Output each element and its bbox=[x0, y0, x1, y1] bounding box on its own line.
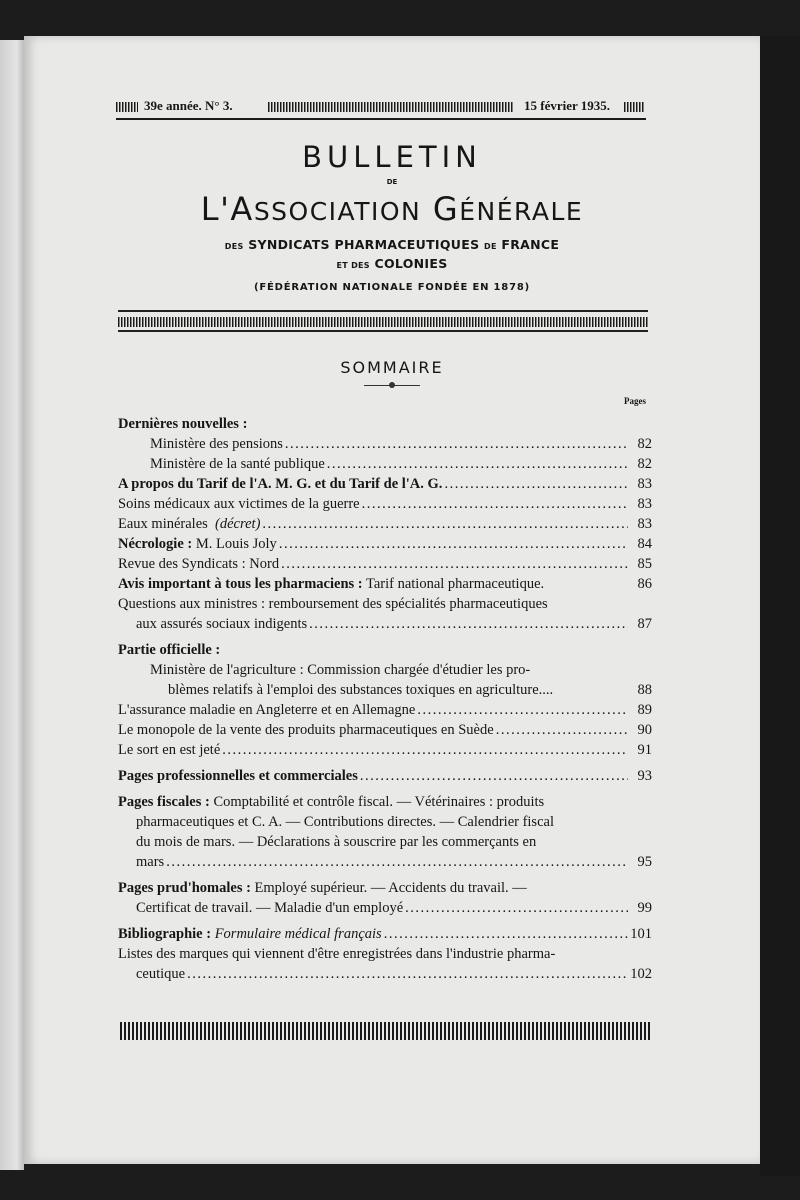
toc-entry-heading: Pages fiscales : bbox=[118, 794, 210, 810]
toc-entry-title: Tarif national pharmaceutique. bbox=[366, 576, 545, 592]
toc-entry-title: Le sort en est jeté bbox=[118, 742, 221, 758]
toc-entry-page: 90 bbox=[637, 722, 652, 738]
toc-entry-title: Le monopole de la vente des produits pharmaceutiques en Suède bbox=[118, 722, 494, 738]
toc-section bbox=[118, 414, 652, 474]
subtitle-main: SYNDICATS PHARMACEUTIQUES bbox=[248, 237, 480, 252]
bottom-bar-ornament bbox=[120, 1022, 652, 1040]
toc-entry bbox=[118, 454, 652, 474]
toc-entry bbox=[118, 944, 652, 984]
toc-entry-page: 86 bbox=[637, 576, 652, 592]
title-word: ÉNÉRALE bbox=[459, 197, 584, 226]
scan-background bbox=[760, 36, 800, 1176]
toc-entry bbox=[118, 700, 652, 720]
sommaire-title: SOMMAIRE bbox=[340, 358, 444, 377]
subtitle-small: DE bbox=[484, 242, 497, 251]
bar-ornament-band bbox=[118, 317, 648, 327]
toc-entry bbox=[118, 534, 652, 554]
header-bar-ornament bbox=[268, 102, 514, 112]
masthead-title bbox=[24, 190, 760, 228]
toc-entry-page: 89 bbox=[637, 702, 652, 718]
issue-date: 15 février 1935. bbox=[524, 98, 611, 113]
toc-entry-title: Ministère de l'agriculture : Commission chargée d'étudier les pro- bbox=[150, 662, 531, 678]
toc-entry-title-cont: pharmaceutiques et C. A. — Contributions directes. — Calendrier fiscal bbox=[136, 814, 554, 830]
toc-entry-page: 88 bbox=[637, 682, 652, 698]
toc-entry-title-cont: blèmes relatifs à l'emploi des substances toxiques en agriculture.... bbox=[168, 682, 554, 698]
toc-entry-title: M. Louis Joly bbox=[195, 536, 277, 552]
toc-entry-heading: Nécrologie : bbox=[118, 536, 193, 552]
facing-page-edge bbox=[0, 40, 24, 1170]
toc-entry-page: 83 bbox=[637, 516, 652, 532]
toc-entry-title: Listes des marques qui viennent d'être enregistrées dans l'industrie pharma- bbox=[118, 946, 556, 962]
toc-entry-page: 87 bbox=[637, 616, 652, 632]
toc-entry-page: 95 bbox=[637, 854, 652, 870]
toc-entry-title: Soins médicaux aux victimes de la guerre bbox=[118, 496, 360, 512]
subtitle-small: ET DES bbox=[336, 261, 370, 270]
toc-entry-page: 82 bbox=[637, 456, 652, 472]
toc-entry-page: 82 bbox=[637, 436, 652, 452]
toc-entry-heading: Pages professionnelles et commerciales bbox=[118, 768, 358, 784]
toc-entry bbox=[118, 594, 652, 634]
toc-entry-title: Questions aux ministres : remboursement des spécialités pharmaceutiques bbox=[118, 596, 548, 612]
masthead-subtitle-2 bbox=[24, 256, 760, 271]
toc-entry-heading: Bibliographie : bbox=[118, 926, 212, 942]
toc-entry-title: L'assurance maladie en Angleterre et en Allemagne bbox=[118, 702, 416, 718]
toc-entry-title: Eaux minérales bbox=[118, 516, 208, 532]
toc-entry-page: 84 bbox=[637, 536, 652, 552]
header-bar-ornament bbox=[624, 102, 644, 112]
divider-rule bbox=[118, 330, 648, 332]
toc-entry-page: 83 bbox=[637, 496, 652, 512]
title-ornament-dot bbox=[389, 382, 395, 388]
toc-entry-title: Employé supérieur. — Accidents du travail. — bbox=[254, 880, 527, 896]
bulletin-page bbox=[24, 36, 760, 1164]
toc-entry-note: (décret) bbox=[215, 516, 261, 532]
toc-entry-title: Ministère de la santé publique bbox=[150, 456, 325, 472]
toc-entry-page: 102 bbox=[630, 966, 652, 982]
header-bar-ornament bbox=[116, 102, 138, 112]
toc-entry-title-cont: du mois de mars. — Déclarations à souscrire par les commerçants en bbox=[136, 834, 537, 850]
toc-entry bbox=[118, 766, 652, 786]
toc-entry-title-cont: Certificat de travail. — Maladie d'un employé bbox=[136, 900, 404, 916]
divider-rule bbox=[118, 310, 648, 312]
toc-entry bbox=[118, 924, 652, 944]
toc-entry-title: Comptabilité et contrôle fiscal. — Vétérinaires : produits bbox=[213, 794, 545, 810]
subtitle-main: FRANCE bbox=[501, 237, 560, 252]
toc-entry bbox=[118, 434, 652, 454]
toc-section-heading: Partie officielle : bbox=[118, 642, 221, 658]
toc-entry-title: Ministère des pensions bbox=[150, 436, 283, 452]
toc-entry-title: A propos du Tarif de l'A. M. G. et du Tarif de l'A. G. bbox=[118, 476, 443, 492]
title-word: SSOCIATION bbox=[253, 197, 422, 226]
title-initial: G bbox=[432, 190, 460, 228]
toc-entry bbox=[118, 740, 652, 760]
toc-entry bbox=[118, 574, 652, 594]
toc-entry bbox=[118, 792, 652, 872]
toc-section bbox=[118, 640, 652, 700]
issue-number: 39e année. N° 3. bbox=[144, 98, 233, 113]
toc-entry-title: Revue des Syndicats : Nord bbox=[118, 556, 280, 572]
toc-entry-page: 91 bbox=[637, 742, 652, 758]
title-initial: L'A bbox=[200, 190, 254, 228]
toc-entry bbox=[118, 494, 652, 514]
masthead-bulletin: BULLETIN bbox=[302, 140, 482, 174]
toc-section-heading: Dernières nouvelles : bbox=[118, 416, 248, 432]
toc-entry bbox=[118, 554, 652, 574]
toc-entry-page: 85 bbox=[637, 556, 652, 572]
pages-column-label: Pages bbox=[624, 396, 646, 406]
masthead-de: DE bbox=[386, 178, 398, 186]
toc-entry-page: 99 bbox=[637, 900, 652, 916]
toc-entry-title-cont: aux assurés sociaux indigents bbox=[136, 616, 308, 632]
table-of-contents bbox=[118, 414, 652, 984]
masthead-subtitle bbox=[24, 237, 760, 252]
subtitle-small: DES bbox=[224, 242, 244, 251]
federation-line: (FÉDÉRATION NATIONALE FONDÉE EN 1878) bbox=[254, 282, 530, 293]
toc-entry bbox=[118, 720, 652, 740]
toc-entry bbox=[118, 474, 652, 494]
toc-entry-page: 83 bbox=[637, 476, 652, 492]
toc-entry bbox=[118, 660, 652, 700]
toc-entry-title-cont: ceutique bbox=[136, 966, 186, 982]
toc-entry-heading: Pages prud'homales : bbox=[118, 880, 251, 896]
toc-entry-heading: Avis important à tous les pharmaciens : bbox=[118, 576, 363, 592]
toc-entry-page: 93 bbox=[637, 768, 652, 784]
toc-entry bbox=[118, 878, 652, 918]
toc-entry-title: Formulaire médical français bbox=[214, 926, 382, 942]
toc-entry bbox=[118, 514, 652, 534]
toc-entry-title-cont: mars bbox=[136, 854, 165, 870]
issue-header bbox=[116, 98, 644, 118]
subtitle-main: COLONIES bbox=[374, 256, 448, 271]
toc-entry-page: 101 bbox=[630, 926, 652, 942]
header-rule bbox=[116, 118, 646, 120]
